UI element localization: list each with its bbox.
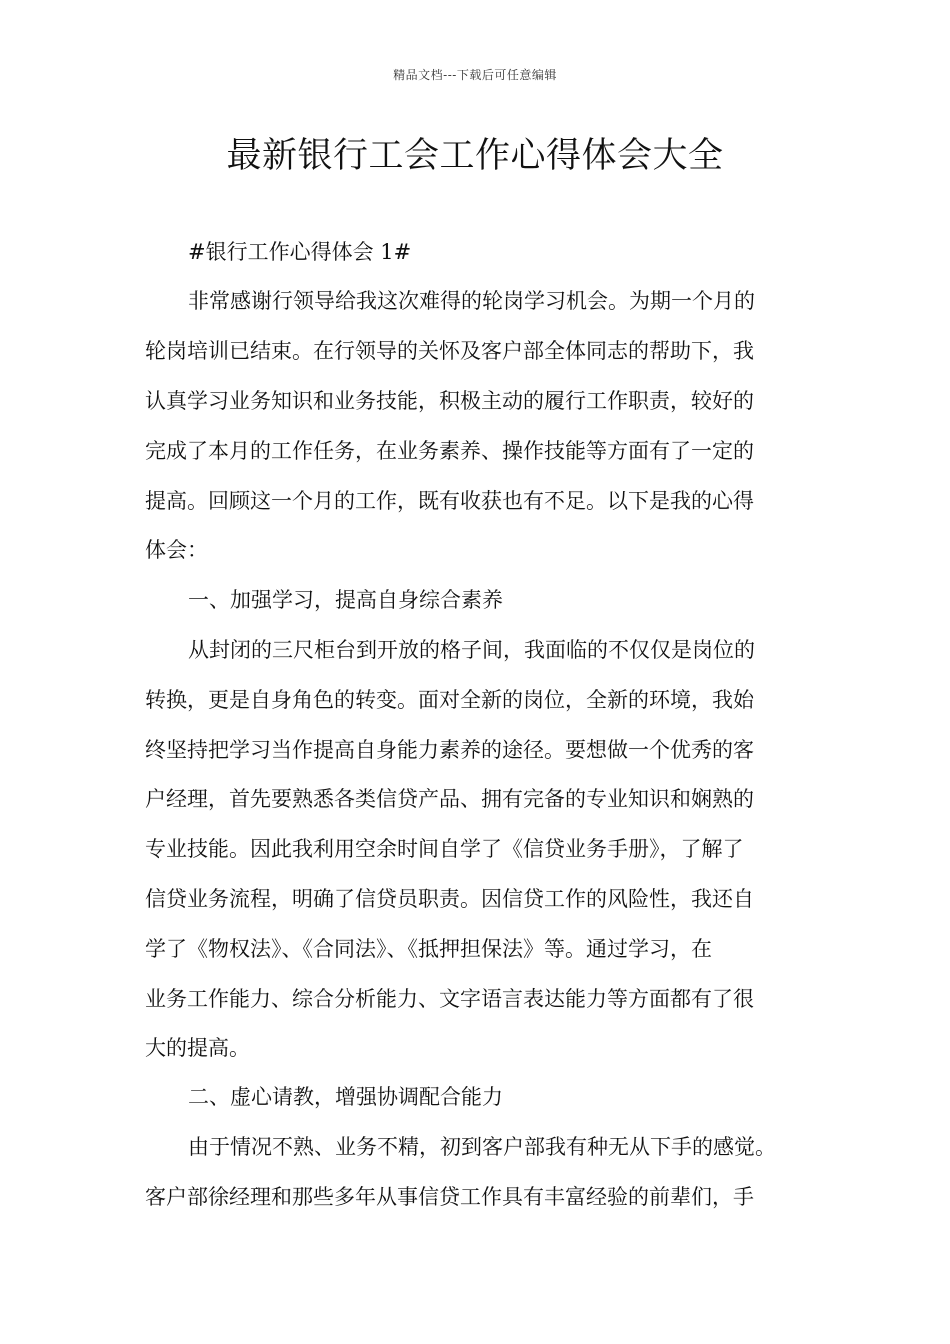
paragraph-line: 体会： — [145, 538, 208, 562]
paragraph-line: 业务工作能力、综合分析能力、文字语言表达能力等方面都有了很 — [145, 987, 754, 1011]
document-title: 最新银行工会工作心得体会大全 — [226, 136, 724, 176]
paragraph-line: 提高。回顾这一个月的工作，既有收获也有不足。以下是我的心得 — [145, 489, 754, 513]
paragraph-line: 终坚持把学习当作提高自身能力素养的途径。要想做一个优秀的客 — [145, 738, 754, 762]
paragraph-line: 学了《物权法》、《合同法》、《抵押担保法》等。通过学习，在 — [145, 937, 712, 961]
paragraph-line: 认真学习业务知识和业务技能，积极主动的履行工作职责，较好的 — [145, 389, 754, 413]
header-note: 精品文档---下载后可任意编辑 — [393, 68, 557, 82]
paragraph-line: 专业技能。因此我利用空余时间自学了《信贷业务手册》，了解了 — [145, 837, 744, 861]
section-heading: 一、加强学习，提高自身综合素养 — [188, 588, 503, 612]
section-heading: 二、虚心请教，增强协调配合能力 — [188, 1085, 503, 1109]
paragraph-line: 户经理，首先要熟悉各类信贷产品、拥有完备的专业知识和娴熟的 — [145, 787, 754, 811]
paragraph-line: 完成了本月的工作任务，在业务素养、操作技能等方面有了一定的 — [145, 439, 754, 463]
paragraph-line: 由于情况不熟、业务不精，初到客户部我有种无从下手的感觉。 — [188, 1135, 776, 1159]
paragraph-line: 大的提高。 — [145, 1036, 250, 1060]
paragraph-line: 非常感谢行领导给我这次难得的轮岗学习机会。为期一个月的 — [188, 289, 755, 313]
paragraph-line: 客户部徐经理和那些多年从事信贷工作具有丰富经验的前辈们，手 — [145, 1185, 754, 1209]
paragraph-line: 从封闭的三尺柜台到开放的格子间，我面临的不仅仅是岗位的 — [188, 638, 755, 662]
paragraph-line: 转换，更是自身角色的转变。面对全新的岗位，全新的环境，我始 — [145, 688, 754, 712]
paragraph-line: 信贷业务流程，明确了信贷员职责。因信贷工作的风险性，我还自 — [145, 887, 754, 911]
paragraph-line: 轮岗培训已结束。在行领导的关怀及客户部全体同志的帮助下，我 — [145, 339, 754, 363]
section-heading: #银行工作心得体会 1# — [188, 240, 412, 264]
